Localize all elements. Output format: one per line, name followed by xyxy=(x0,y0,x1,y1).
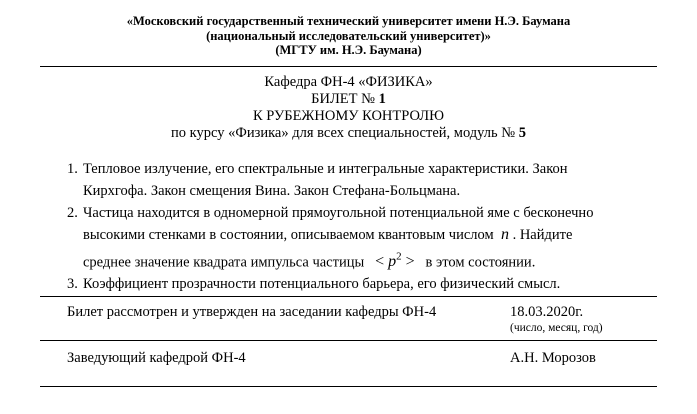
question-line xyxy=(67,246,667,273)
question-item xyxy=(67,158,667,202)
approval-date: 18.03.2020г. xyxy=(510,304,584,320)
module-number: 5 xyxy=(518,125,526,141)
questions-divider xyxy=(40,296,657,297)
header-divider xyxy=(40,66,657,67)
course-text: по курсу «Физика» для всех специальностей, модуль № xyxy=(171,125,519,141)
university-abbreviation-line: (МГТУ им. Н.Э. Баумана) xyxy=(275,43,422,57)
momentum-square-formula xyxy=(375,253,415,270)
exponent: 2 xyxy=(396,251,402,263)
question-line: Коэффициент прозрачности потенциального барьера, его физический смысл. xyxy=(83,276,561,293)
head-name: А.Н. Морозов xyxy=(510,350,596,366)
question-number: 1. xyxy=(67,161,78,177)
course-line xyxy=(0,125,697,142)
question-text: среднее значение квадрата импульса частицы xyxy=(83,254,365,271)
head-title: Заведующий кафедрой ФН-4 xyxy=(67,350,246,366)
ticket-number: 1 xyxy=(378,91,386,107)
question-line xyxy=(67,224,667,246)
quantum-number-symbol: n xyxy=(500,226,509,243)
question-line: Тепловое излучение, его спектральные и интегральные характеристики. Закон xyxy=(83,161,568,177)
question-item xyxy=(67,202,667,273)
date-caption: (число, месяц, год) xyxy=(510,322,603,334)
university-status-line: (национальный исследовательский университет)» xyxy=(206,28,491,43)
ticket-heading xyxy=(0,91,697,108)
department-name: Кафедра ФН-4 «ФИЗИКА» xyxy=(264,74,433,90)
control-heading: К РУБЕЖНОМУ КОНТРОЛЮ xyxy=(252,108,444,124)
question-list xyxy=(67,158,667,295)
question-number: 2. xyxy=(67,205,78,221)
question-line: Кирхгофа. Закон смещения Вина. Закон Стефана-Больцмана. xyxy=(83,183,461,199)
approval-text: Билет рассмотрен и утвержден на заседании кафедры ФН-4 xyxy=(67,304,437,320)
question-item xyxy=(67,273,667,295)
angle-bracket-right: > xyxy=(405,253,415,271)
university-name-line: «Московский государственный технический университет имени Н.Э. Баумана xyxy=(126,14,571,28)
question-text: высокими стенками в состоянии, описываемом квантовым числом xyxy=(83,227,494,243)
angle-bracket-left: < xyxy=(375,253,385,271)
ticket-title-block xyxy=(0,74,697,142)
ticket-label: БИЛЕТ № xyxy=(311,91,379,107)
bottom-divider xyxy=(40,386,657,387)
momentum-variable: p xyxy=(388,253,397,271)
question-text: . Найдите xyxy=(512,227,573,243)
question-number: 3. xyxy=(67,276,78,293)
university-header xyxy=(0,14,697,58)
approval-divider xyxy=(40,340,657,341)
question-text: в этом состоянии. xyxy=(425,254,536,271)
question-line: Частица находится в одномерной прямоугольной потенциальной яме с бесконечно xyxy=(83,205,594,221)
